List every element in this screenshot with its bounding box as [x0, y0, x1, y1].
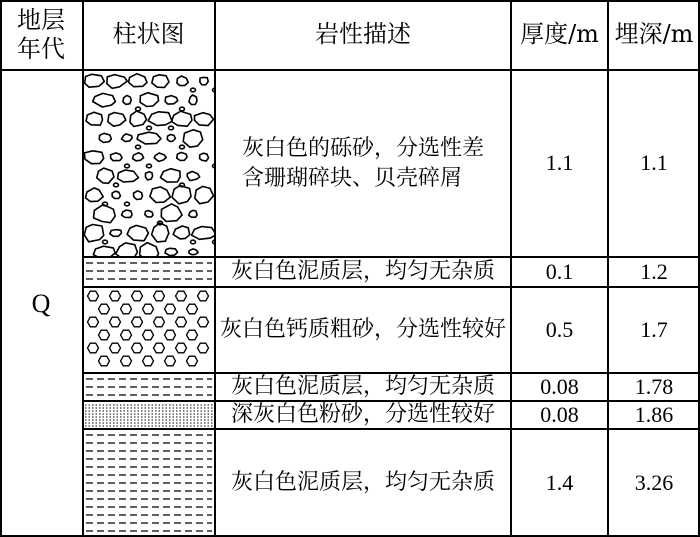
grid-line-column — [214, 0, 216, 537]
layer-2-thickness: 0.1 — [545, 258, 574, 284]
grid-line-thickness — [607, 0, 609, 537]
layer-6-thickness: 1.4 — [545, 469, 574, 495]
layer-4-depth: 1.78 — [634, 373, 674, 399]
header-thickness: 厚度/m — [520, 20, 599, 49]
layer-4-description: 灰白色泥质层，均匀无杂质 — [230, 374, 495, 400]
layer-3-description: 灰白色钙质粗砂，分选性较好 — [219, 317, 506, 343]
layer-1-thickness: 1.1 — [545, 150, 574, 176]
layer-1-description: 灰白色的砾砂，分选性差 含珊瑚碎块、贝壳碎屑 — [241, 135, 484, 191]
pattern-mud-2 — [84, 374, 214, 400]
grid-line-left — [0, 0, 2, 537]
age-cell: Q — [31, 288, 51, 318]
grid-line-age — [82, 0, 84, 537]
grid-line-top — [0, 0, 700, 2]
grid-line-header — [0, 69, 700, 71]
layer-2-depth: 1.2 — [640, 258, 668, 284]
header-column: 柱状图 — [112, 20, 185, 49]
header-lithology: 岩性描述 — [315, 20, 411, 49]
layer-3-depth: 1.7 — [640, 316, 668, 342]
layer-1-depth: 1.1 — [640, 150, 668, 176]
layer-5-depth: 1.86 — [634, 401, 674, 427]
pattern-mud-1 — [84, 258, 214, 286]
layer-5-thickness: 0.08 — [540, 401, 579, 427]
pattern-coarse-sand — [84, 288, 214, 372]
layer-4-thickness: 0.08 — [540, 373, 579, 399]
layer-6-depth: 3.26 — [634, 469, 674, 495]
layer-3-thickness: 0.5 — [545, 316, 574, 342]
header-age: 地层 年代 — [17, 5, 65, 63]
pattern-gravel — [84, 72, 214, 256]
layer-2-description: 灰白色泥质层，均匀无杂质 — [230, 259, 495, 285]
layer-5-description: 深灰白色粉砂，分选性较好 — [230, 402, 495, 428]
layer-6-description: 灰白色泥质层，均匀无杂质 — [230, 470, 495, 496]
header-depth: 埋深/m — [614, 20, 694, 49]
pattern-silt — [84, 402, 214, 428]
pattern-mud-3 — [84, 430, 214, 535]
grid-line-lithology — [510, 0, 512, 537]
